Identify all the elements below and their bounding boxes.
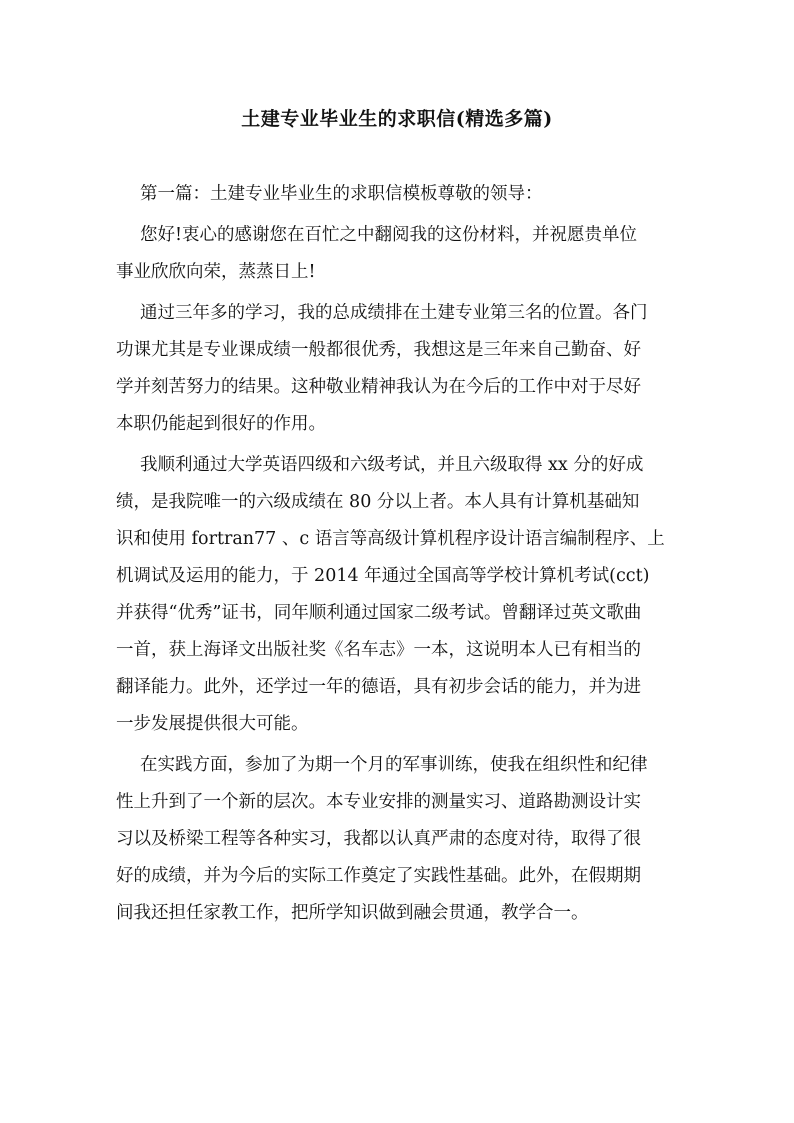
paragraph-line: 第一篇：土建专业毕业生的求职信模板尊敬的领导： (140, 184, 543, 204)
document-title: 土建专业毕业生的求职信(精选多篇) (241, 108, 553, 130)
paragraph-line: 机调试及运用的能力，于 2014 年通过全国高等学校计算机考试(cct) (116, 566, 650, 586)
paragraph-line: 您好!衷心的感谢您在百忙之中翻阅我的这份材料，并祝愿贵单位 (140, 225, 638, 245)
document-body (116, 176, 676, 936)
paragraph-line: 本职仍能起到很好的作用。 (116, 414, 326, 434)
paragraph-line: 翻译能力。此外，还学过一年的德语，具有初步会话的能力，并为进 (116, 677, 641, 697)
paragraph-line: 性上升到了一个新的层次。本专业安排的测量实习、道路勘测设计实 (116, 792, 641, 812)
paragraph (116, 217, 676, 291)
paragraph-line: 识和使用 fortran77 、c 语言等高级计算机程序设计语言编制程序、上 (116, 529, 665, 549)
paragraph (116, 747, 676, 932)
paragraph-line: 习以及桥梁工程等各种实习，我都以认真严肃的态度对待，取得了很 (116, 829, 641, 849)
paragraph (116, 447, 676, 743)
paragraph-line: 好的成绩，并为今后的实际工作奠定了实践性基础。此外，在假期期 (116, 866, 641, 886)
paragraph-line: 学并刻苦努力的结果。这种敬业精神我认为在今后的工作中对于尽好 (116, 377, 641, 397)
paragraph-line: 事业欣欣向荣，蒸蒸日上! (116, 262, 316, 282)
paragraph-line: 在实践方面，参加了为期一个月的军事训练，使我在组织性和纪律 (140, 755, 648, 775)
paragraph-line: 功课尤其是专业课成绩一般都很优秀，我想这是三年来自己勤奋、好 (116, 340, 641, 360)
paragraph-line: 我顺利通过大学英语四级和六级考试，并且六级取得 xx 分的好成 (140, 455, 644, 475)
paragraph-line: 一步发展提供很大可能。 (116, 714, 309, 734)
paragraph-line: 绩，是我院唯一的六级成绩在 80 分以上者。本人具有计算机基础知 (116, 492, 640, 512)
paragraph-line: 间我还担任家教工作，把所学知识做到融会贯通，教学合一。 (116, 903, 589, 923)
paragraph (116, 176, 676, 213)
paragraph-line: 通过三年多的学习，我的总成绩排在土建专业第三名的位置。各门 (140, 303, 648, 323)
paragraph-line: 一首，获上海译文出版社奖《名车志》一本，这说明本人已有相当的 (116, 640, 641, 660)
paragraph (116, 295, 676, 443)
paragraph-line: 并获得“优秀”证书，同年顺利通过国家二级考试。曾翻译过英文歌曲 (116, 603, 642, 623)
